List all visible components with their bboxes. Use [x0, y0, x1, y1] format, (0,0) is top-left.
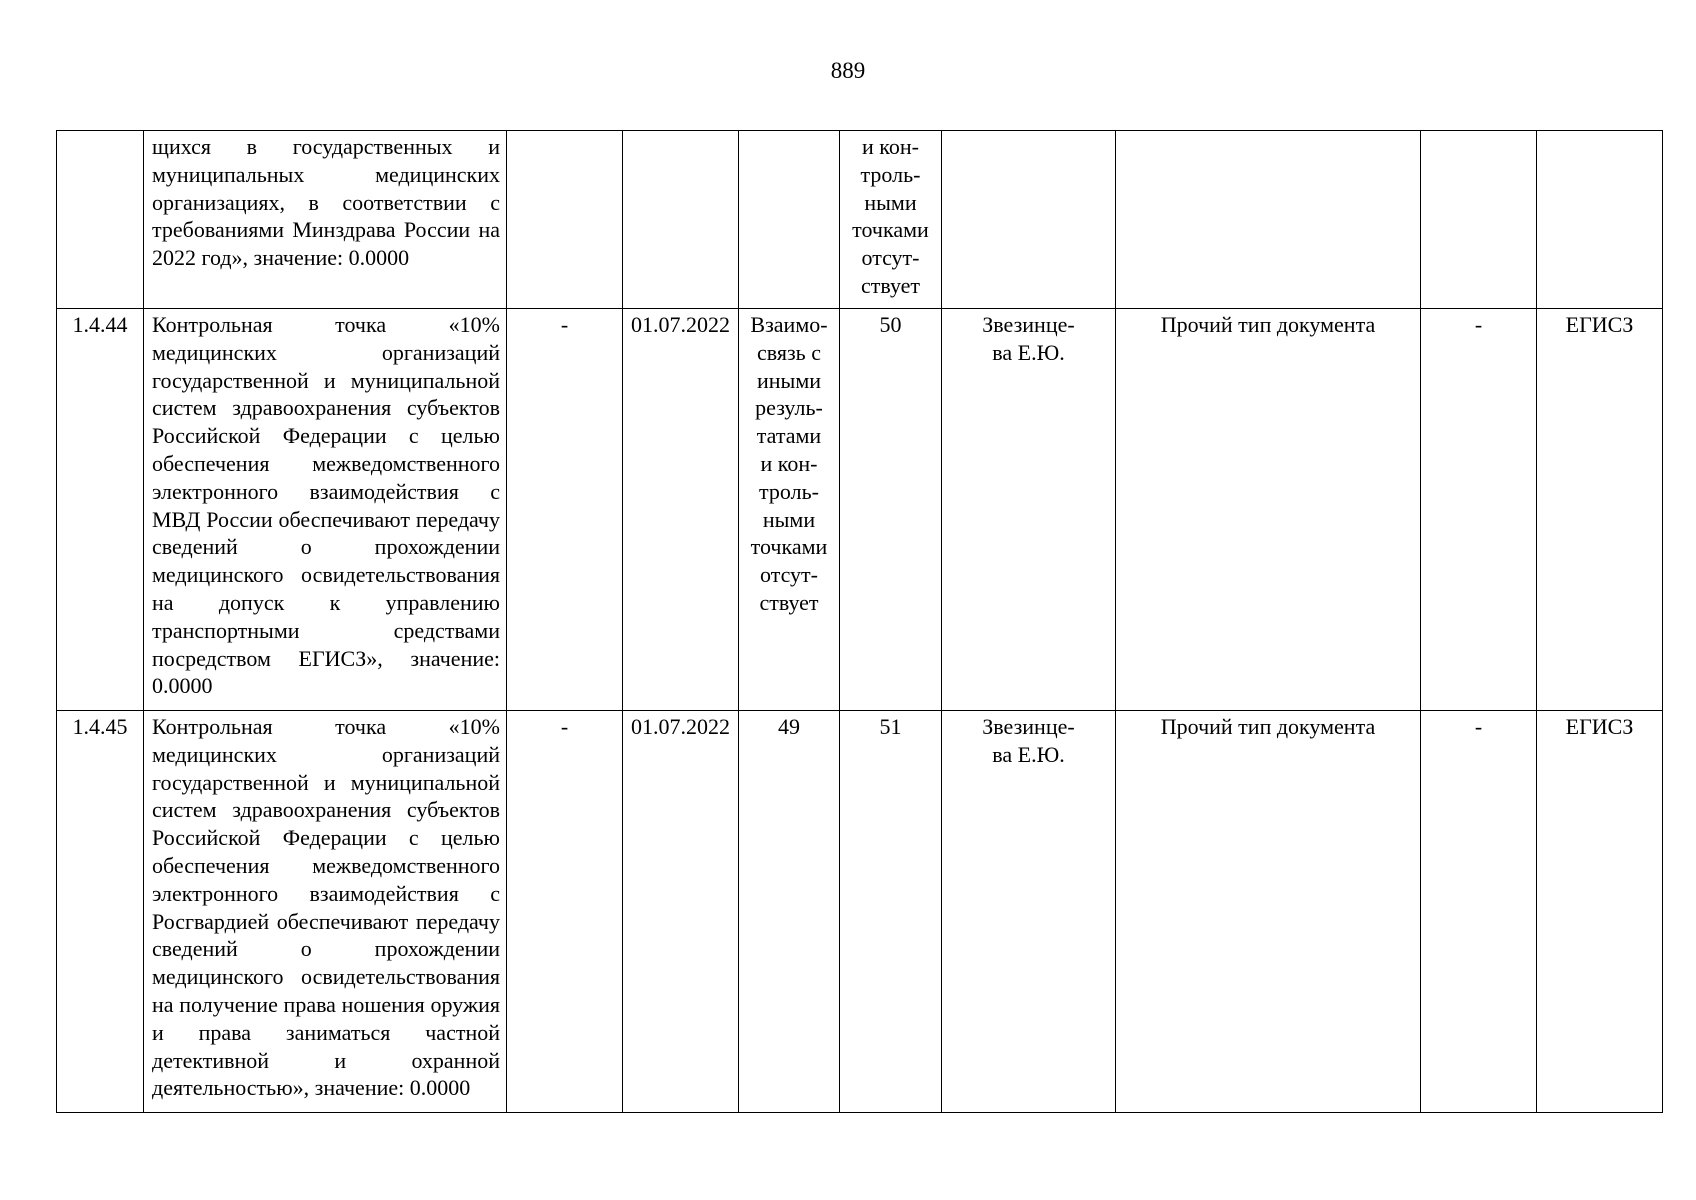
predecessor-line: татами — [756, 423, 822, 449]
table-row — [57, 711, 1663, 1113]
responsible-line: Звезинце- — [982, 312, 1075, 337]
predecessor-line: связь с — [757, 339, 821, 365]
row-system: ЕГИСЗ — [1537, 711, 1663, 1113]
row-description: Контрольная точка «10% медицинских организаций государственной и муниципальной систем здравоохранения субъектов Российской Федерации с целью обеспечения межведомственного электронного взаимодействия с Росгвардией обеспечивают передачу сведений о прохождении медицинского освидетельствования на получение права ношения оружия и права заниматься частной детективной и охранной деятельностью», значение: 0.0000 — [144, 711, 507, 1113]
predecessor-line: отсут- — [759, 562, 818, 588]
row-responsible — [942, 711, 1116, 1113]
row-successor — [840, 131, 942, 309]
predecessor-line: троль- — [759, 478, 819, 504]
successor-line: ными — [864, 189, 917, 215]
row-col3: - — [507, 711, 623, 1113]
predecessor-line: ствует — [759, 589, 819, 615]
row-doc-type: Прочий тип документа — [1116, 309, 1421, 711]
row-col9: - — [1421, 309, 1537, 711]
row-predecessor — [739, 309, 840, 711]
predecessor-line: Взаимо- — [750, 312, 828, 337]
row-successor: 50 — [840, 309, 942, 711]
row-doc-type: Прочий тип документа — [1116, 711, 1421, 1113]
row-col3: - — [507, 309, 623, 711]
row-col9: - — [1421, 711, 1537, 1113]
row-doc-type — [1116, 131, 1421, 309]
responsible-line: ва Е.Ю. — [992, 339, 1065, 365]
row-system: ЕГИСЗ — [1537, 309, 1663, 711]
row-responsible — [942, 309, 1116, 711]
row-date: 01.07.2022 — [623, 309, 739, 711]
predecessor-line: точками — [750, 534, 828, 560]
successor-line: троль- — [860, 161, 921, 187]
control-points-table — [56, 130, 1663, 1113]
row-system — [1537, 131, 1663, 309]
table-row — [57, 131, 1663, 309]
successor-line: и кон- — [862, 134, 919, 159]
row-responsible — [942, 131, 1116, 309]
row-description: Контрольная точка «10% медицинских организаций государственной и муниципальной систем здравоохранения субъектов Российской Федерации с целью обеспечения межведомственного электронного взаимодействия с МВД России обеспечивают передачу сведений о прохождении медицинского освидетельствования на допуск к управлению транспортными средствами посредством ЕГИСЗ», значение: 0.0000 — [144, 309, 507, 711]
successor-line: отсут- — [861, 245, 920, 271]
table-row — [57, 309, 1663, 711]
row-date: 01.07.2022 — [623, 711, 739, 1113]
row-number — [57, 131, 144, 309]
predecessor-line: и кон- — [760, 450, 818, 476]
predecessor-line: резуль- — [755, 395, 823, 421]
row-col3 — [507, 131, 623, 309]
responsible-line: ва Е.Ю. — [992, 741, 1065, 767]
row-number: 1.4.45 — [57, 711, 144, 1113]
predecessor-line: иными — [756, 367, 822, 393]
responsible-line: Звезинце- — [982, 714, 1075, 739]
row-number: 1.4.44 — [57, 309, 144, 711]
predecessor-line: ными — [762, 506, 816, 532]
row-predecessor — [739, 131, 840, 309]
successor-line: точками — [852, 217, 929, 243]
row-col9 — [1421, 131, 1537, 309]
row-description: щихся в государственных и муниципальных медицинских организациях, в соответствии с требованиями Минздрава России на 2022 год», значение: 0.0000 — [144, 131, 507, 309]
page-number: 889 — [830, 58, 866, 83]
row-successor: 51 — [840, 711, 942, 1113]
row-date — [623, 131, 739, 309]
row-predecessor: 49 — [739, 711, 840, 1113]
successor-line: ствует — [860, 272, 921, 298]
